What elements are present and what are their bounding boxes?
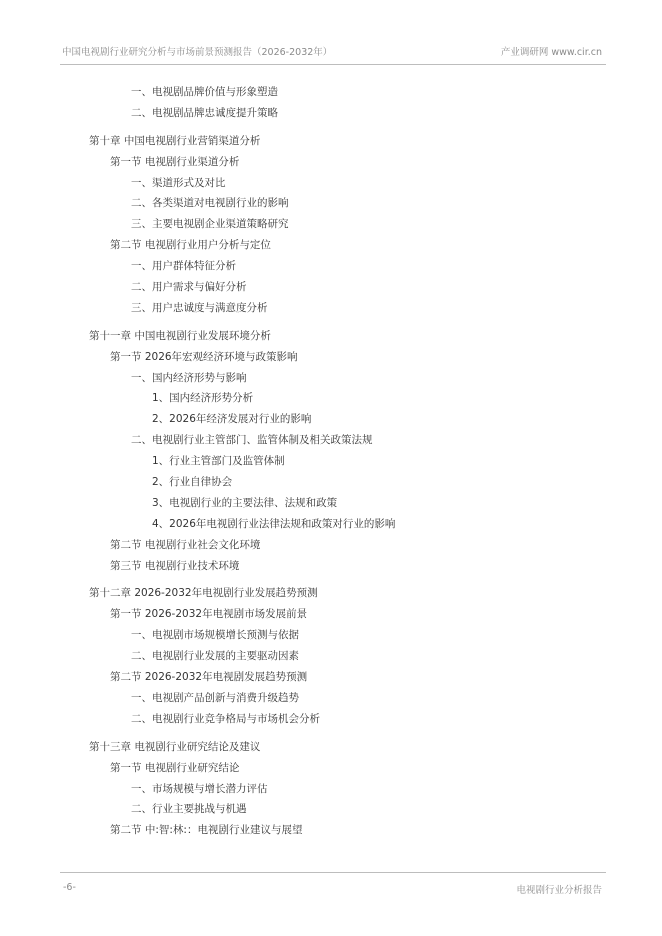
toc-item: 2、2026年经济发展对行业的影响 — [152, 413, 312, 426]
toc-subsection: 二、电视剧行业竞争格局与市场机会分析 — [131, 712, 320, 725]
toc-subsection: 二、电视剧品牌忠诚度提升策略 — [131, 106, 278, 119]
toc-item: 4、2026年电视剧行业法律法规和政策对行业的影响 — [152, 517, 396, 530]
page-number: -6- — [63, 882, 76, 893]
toc-section: 第二节 电视剧行业社会文化环境 — [110, 538, 261, 551]
toc-section: 第一节 2026年宏观经济环境与政策影响 — [110, 350, 298, 363]
toc-subsection: 二、用户需求与偏好分析 — [131, 281, 247, 294]
toc-subsection: 二、行业主要挑战与机遇 — [131, 803, 247, 816]
header-divider — [60, 64, 606, 65]
toc-subsection: 三、主要电视剧企业渠道策略研究 — [131, 218, 289, 231]
toc-item: 3、电视剧行业的主要法律、法规和政策 — [152, 496, 338, 509]
toc-chapter: 第十一章 中国电视剧行业发展环境分析 — [89, 329, 271, 342]
toc-section: 第二节 中:智:林:：电视剧行业建议与展望 — [110, 824, 303, 837]
table-of-contents — [0, 82, 662, 841]
toc-subsection: 一、电视剧品牌价值与形象塑造 — [131, 86, 278, 98]
toc-subsection: 三、用户忠诚度与满意度分析 — [131, 301, 268, 314]
toc-item: 2、行业自律协会 — [152, 476, 233, 489]
toc-section: 第一节 2026-2032年电视剧市场发展前景 — [110, 608, 308, 621]
toc-subsection: 二、电视剧行业主管部门、监管体制及相关政策法规 — [131, 434, 373, 447]
toc-subsection: 一、渠道形式及对比 — [131, 176, 226, 189]
toc-item: 1、国内经济形势分析 — [152, 392, 254, 405]
toc-chapter: 第十三章 电视剧行业研究结论及建议 — [89, 740, 261, 753]
toc-subsection: 二、各类渠道对电视剧行业的影响 — [131, 197, 289, 210]
toc-section: 第三节 电视剧行业技术环境 — [110, 559, 240, 572]
toc-subsection: 一、电视剧产品创新与消费升级趋势 — [131, 691, 299, 704]
toc-subsection: 一、国内经济形势与影响 — [131, 371, 247, 384]
toc-section: 第一节 电视剧行业研究结论 — [110, 761, 240, 774]
toc-subsection: 二、电视剧行业发展的主要驱动因素 — [131, 650, 299, 663]
toc-subsection: 一、用户群体特征分析 — [131, 260, 236, 273]
header-site: 产业调研网 www.cir.cn — [500, 47, 602, 58]
toc-chapter: 第十章 中国电视剧行业营销渠道分析 — [89, 134, 261, 147]
footer-divider — [60, 872, 606, 873]
toc-subsection: 一、市场规模与增长潜力评估 — [131, 782, 268, 795]
toc-section: 第一节 电视剧行业渠道分析 — [110, 155, 240, 168]
toc-chapter: 第十二章 2026-2032年电视剧行业发展趋势预测 — [89, 587, 318, 600]
toc-section: 第二节 电视剧行业用户分析与定位 — [110, 239, 271, 252]
toc-section: 第二节 2026-2032年电视剧发展趋势预测 — [110, 671, 308, 684]
footer-doc-name: 电视剧行业分析报告 — [516, 885, 602, 896]
header-title: 中国电视剧行业研究分析与市场前景预测报告（2026-2032年） — [62, 47, 333, 58]
toc-subsection: 一、电视剧市场规模增长预测与依据 — [131, 629, 299, 642]
toc-item: 1、行业主管部门及监管体制 — [152, 455, 285, 468]
